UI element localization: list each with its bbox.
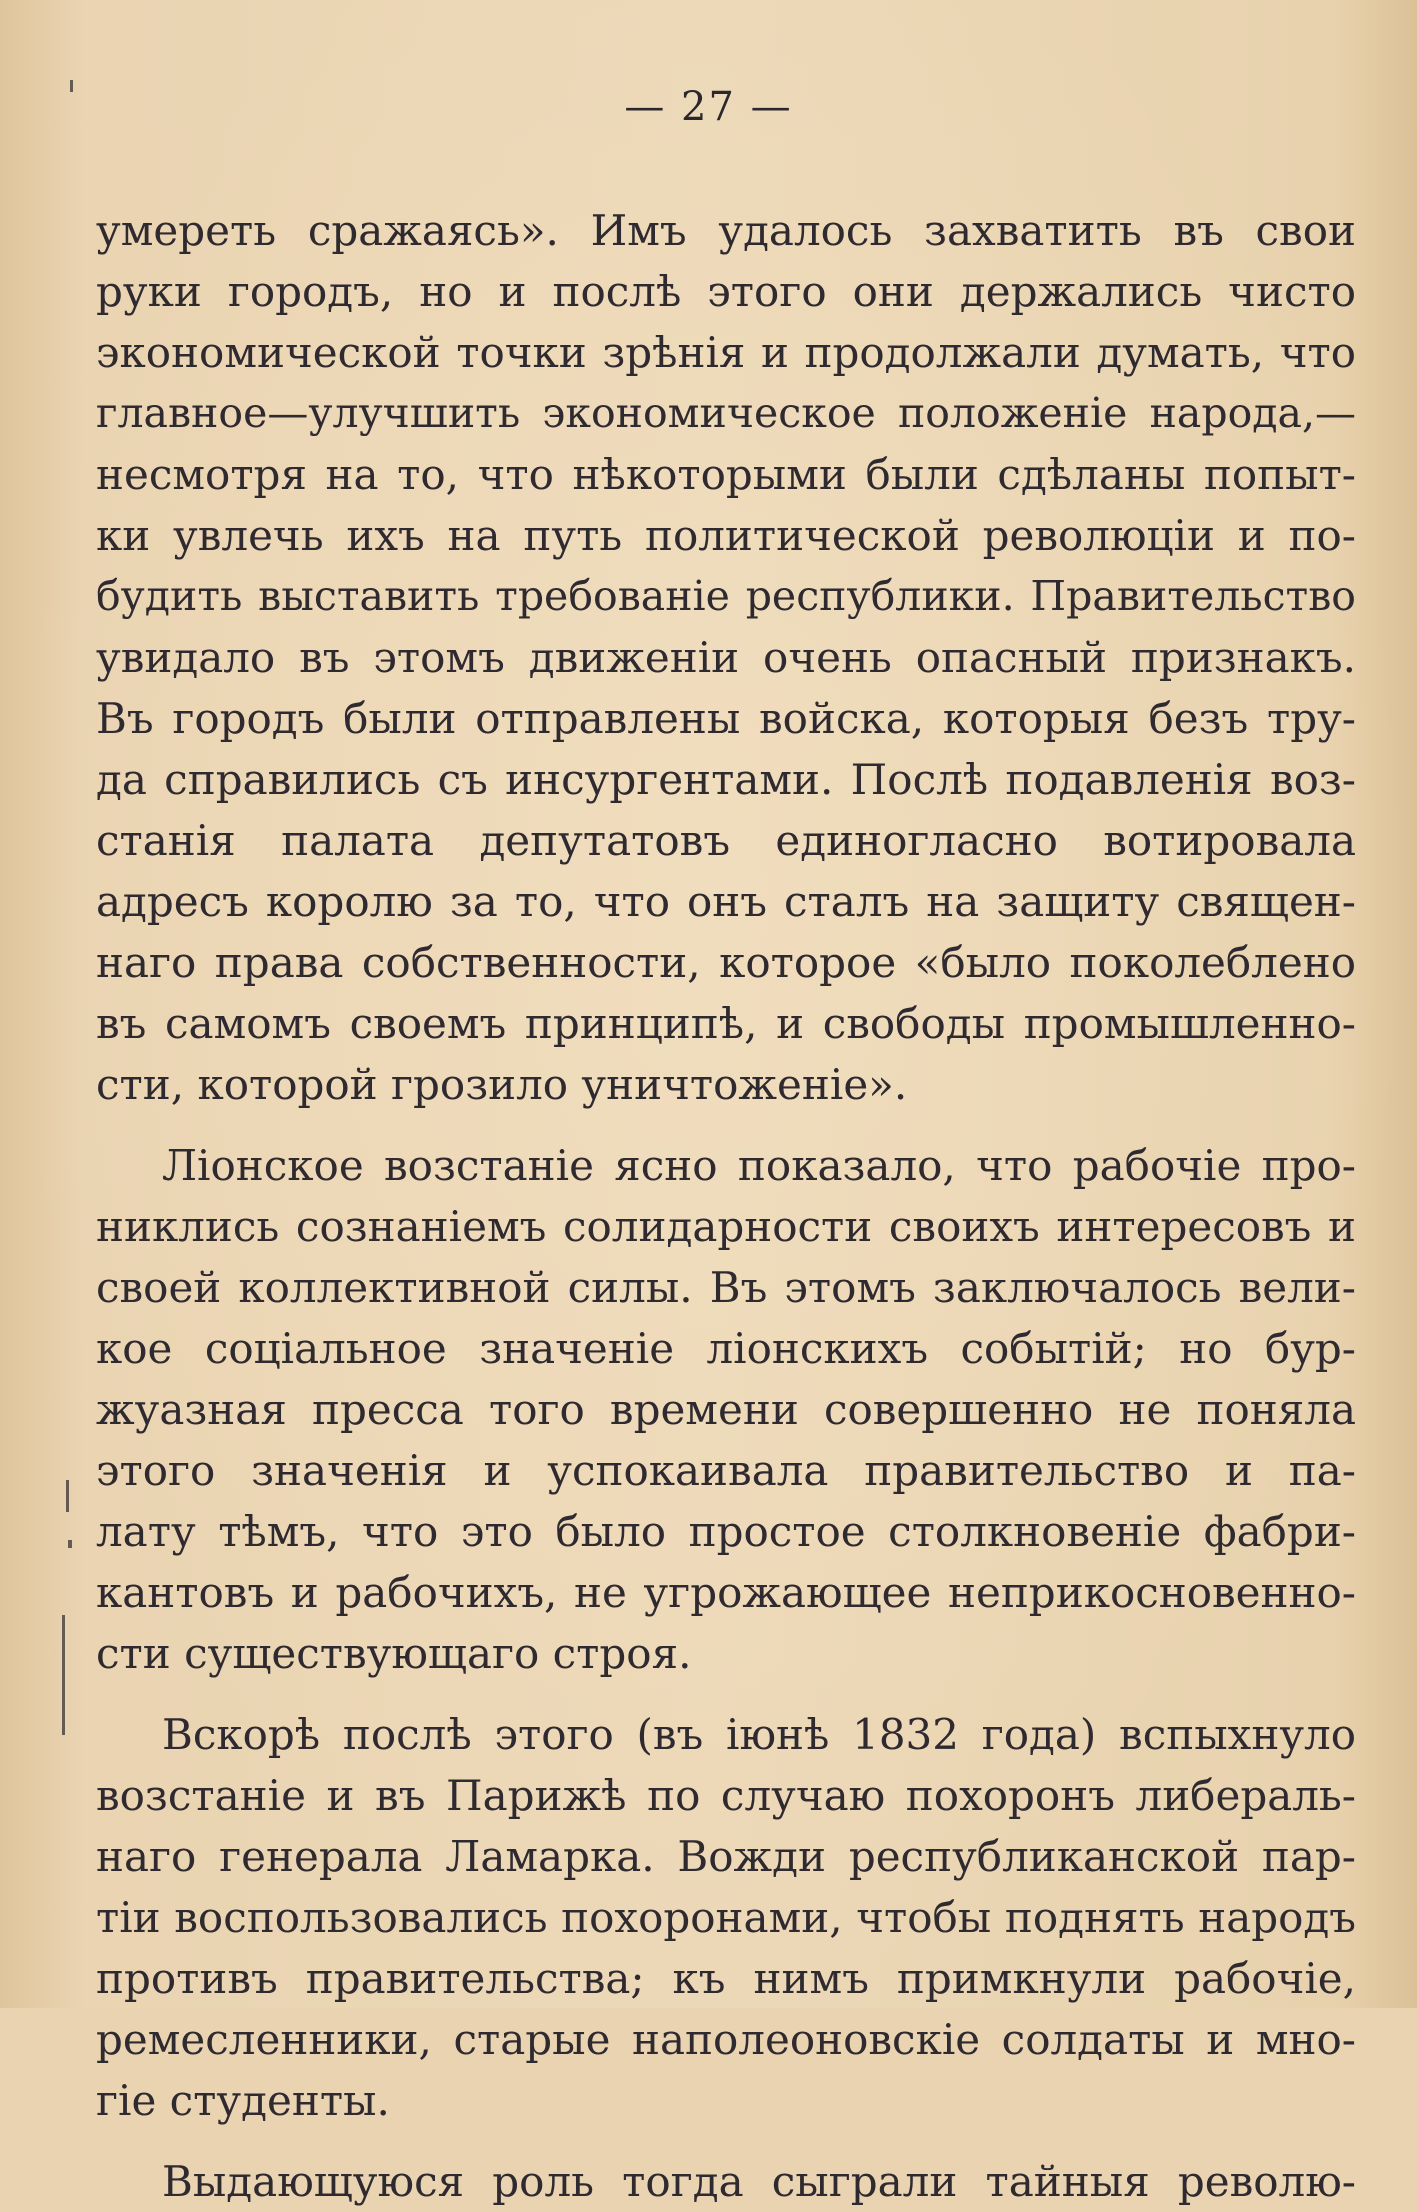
text-line: никлись сознаніемъ солидарности своихъ интересовъ и	[96, 1202, 1356, 1251]
text-line: да справились съ инсургентами. Послѣ подавленія воз-	[96, 755, 1356, 804]
text-line: въ самомъ своемъ принципѣ, и свободы промышленно-	[96, 999, 1356, 1048]
text-line: жуазная пресса того времени совершенно не поняла	[96, 1385, 1356, 1434]
text-line: главное—улучшить экономическое положеніе народа,—	[96, 389, 1356, 437]
text-line: наго генерала Ламарка. Вожди республиканской пар-	[96, 1832, 1356, 1881]
text-line: возстаніе и въ Парижѣ по случаю похоронъ либераль-	[96, 1771, 1356, 1820]
text-line: Въ городъ были отправлены войска, которыя безъ тру-	[96, 694, 1356, 743]
text-line: Вскорѣ послѣ этого (въ іюнѣ 1832 года) вспыхнуло	[162, 1710, 1356, 1759]
text-line: кантовъ и рабочихъ, не угрожающее неприкосновенно-	[96, 1568, 1356, 1617]
text-line: ремесленники, старые наполеоновскіе солдаты и мно-	[96, 2015, 1356, 2064]
text-line: сти, которой грозило уничтоженіе».	[96, 1060, 908, 1109]
margin-pencil-mark	[66, 1480, 69, 1512]
text-line: ки увлечь ихъ на путь политической революціи и по-	[96, 511, 1356, 560]
text-line: лату тѣмъ, что это было простое столкновеніе фабри-	[96, 1507, 1356, 1556]
text-line: увидало въ этомъ движеніи очень опасный признакъ.	[96, 633, 1356, 682]
margin-pencil-mark	[68, 1540, 72, 1548]
page-number: — 27 —	[624, 84, 793, 130]
paragraph-gap	[96, 1684, 1356, 1704]
text-line: кое соціальное значеніе ліонскихъ событій; но бур-	[96, 1324, 1356, 1373]
text-line: своей коллективной силы. Въ этомъ заключалось вели-	[96, 1263, 1356, 1312]
text-line: сти существующаго строя.	[96, 1629, 692, 1678]
text-line: противъ правительства; къ нимъ примкнули рабочіе,	[96, 1954, 1356, 2003]
text-line: будить выставить требованіе республики. Правительство	[96, 572, 1356, 620]
body-text	[96, 200, 1356, 2212]
paragraph-gap	[96, 1115, 1356, 1135]
text-line: этого значенія и успокаивала правительство и па-	[96, 1446, 1356, 1495]
text-line: станія палата депутатовъ единогласно вотировала	[96, 816, 1356, 865]
text-line: руки городъ, но и послѣ этого они держались чисто	[96, 267, 1356, 316]
text-line: адресъ королю за то, что онъ сталъ на защиту священ-	[96, 877, 1356, 926]
margin-pencil-mark	[62, 1615, 65, 1735]
text-line: Ліонское возстаніе ясно показало, что рабочіе про-	[162, 1141, 1356, 1190]
margin-pencil-mark	[70, 80, 73, 92]
text-line: наго права собственности, которое «было поколеблено	[96, 938, 1356, 987]
text-line: гіе студенты.	[96, 2076, 390, 2125]
text-line: умереть сражаясь». Имъ удалось захватить въ свои	[96, 206, 1356, 255]
text-line: несмотря на то, что нѣкоторыми были сдѣланы попыт-	[96, 450, 1356, 499]
paragraph-gap	[96, 2131, 1356, 2151]
text-line: экономической точки зрѣнія и продолжали думать, что	[96, 328, 1356, 377]
text-line: тіи воспользовались похоронами, чтобы поднять народъ	[96, 1893, 1356, 1942]
text-line: Выдающуюся роль тогда сыграли тайныя револю-	[162, 2157, 1356, 2206]
